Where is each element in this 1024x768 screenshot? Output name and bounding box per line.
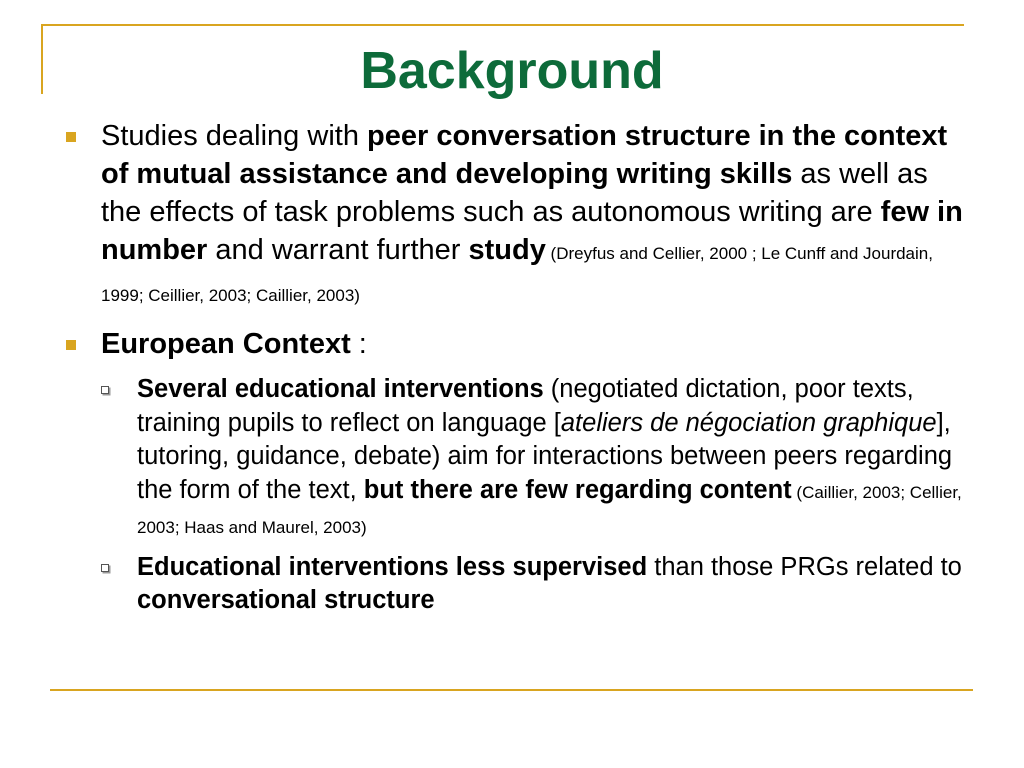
italic-text: ateliers de négociation graphique [560, 408, 937, 437]
frame-bottom-rule [50, 689, 973, 691]
citation-text: (Caillier, 2003; Cellier, 2003; Haas and Maurel, 2003) [137, 482, 962, 537]
sub-bullet-interventions [101, 373, 972, 545]
emphasis-text: Educational interventions less supervised [137, 552, 648, 581]
emphasis-text: study [468, 234, 546, 266]
emphasis-text: few in number [101, 196, 963, 266]
emphasis-text: conversational structure [137, 586, 435, 614]
bullet-studies [66, 117, 972, 315]
text-run: Studies dealing with [101, 120, 367, 152]
text-run: ], tutoring, guidance, debate) aim for interactions between peers regarding the form of the text, [137, 408, 953, 504]
citation-text: (Dreyfus and Cellier, 2000 ; Le Cunff and Jourdain, 1999; Ceillier, 2003; Caillier, 2003) [101, 244, 933, 305]
sub-bullet-less-supervised [101, 551, 972, 618]
square-bullet-icon [66, 132, 76, 142]
emphasis-text: Several educational interventions [137, 375, 544, 403]
frame-top-rule [41, 24, 964, 26]
emphasis-text: European Context [101, 328, 351, 360]
text-run: : [350, 328, 367, 360]
hollow-square-bullet-icon [101, 386, 109, 394]
text-run: than those PRGs related to [647, 552, 962, 581]
slide-content [66, 117, 972, 624]
square-bullet-icon [66, 340, 76, 350]
emphasis-text: peer conversation structure in the context of mutual assistance and developing writing skills [101, 120, 948, 190]
text-run: as well as the effects of task problems such as autonomous writing are [101, 158, 928, 228]
emphasis-text: but there are few regarding content [363, 475, 792, 504]
hollow-square-bullet-icon [101, 564, 109, 572]
bullet-european-context [66, 325, 972, 363]
text-run: (negotiated dictation, poor texts, training pupils to reflect on language [ [137, 375, 914, 437]
slide-title: Background [360, 42, 664, 100]
text-run: and warrant further [207, 234, 469, 266]
